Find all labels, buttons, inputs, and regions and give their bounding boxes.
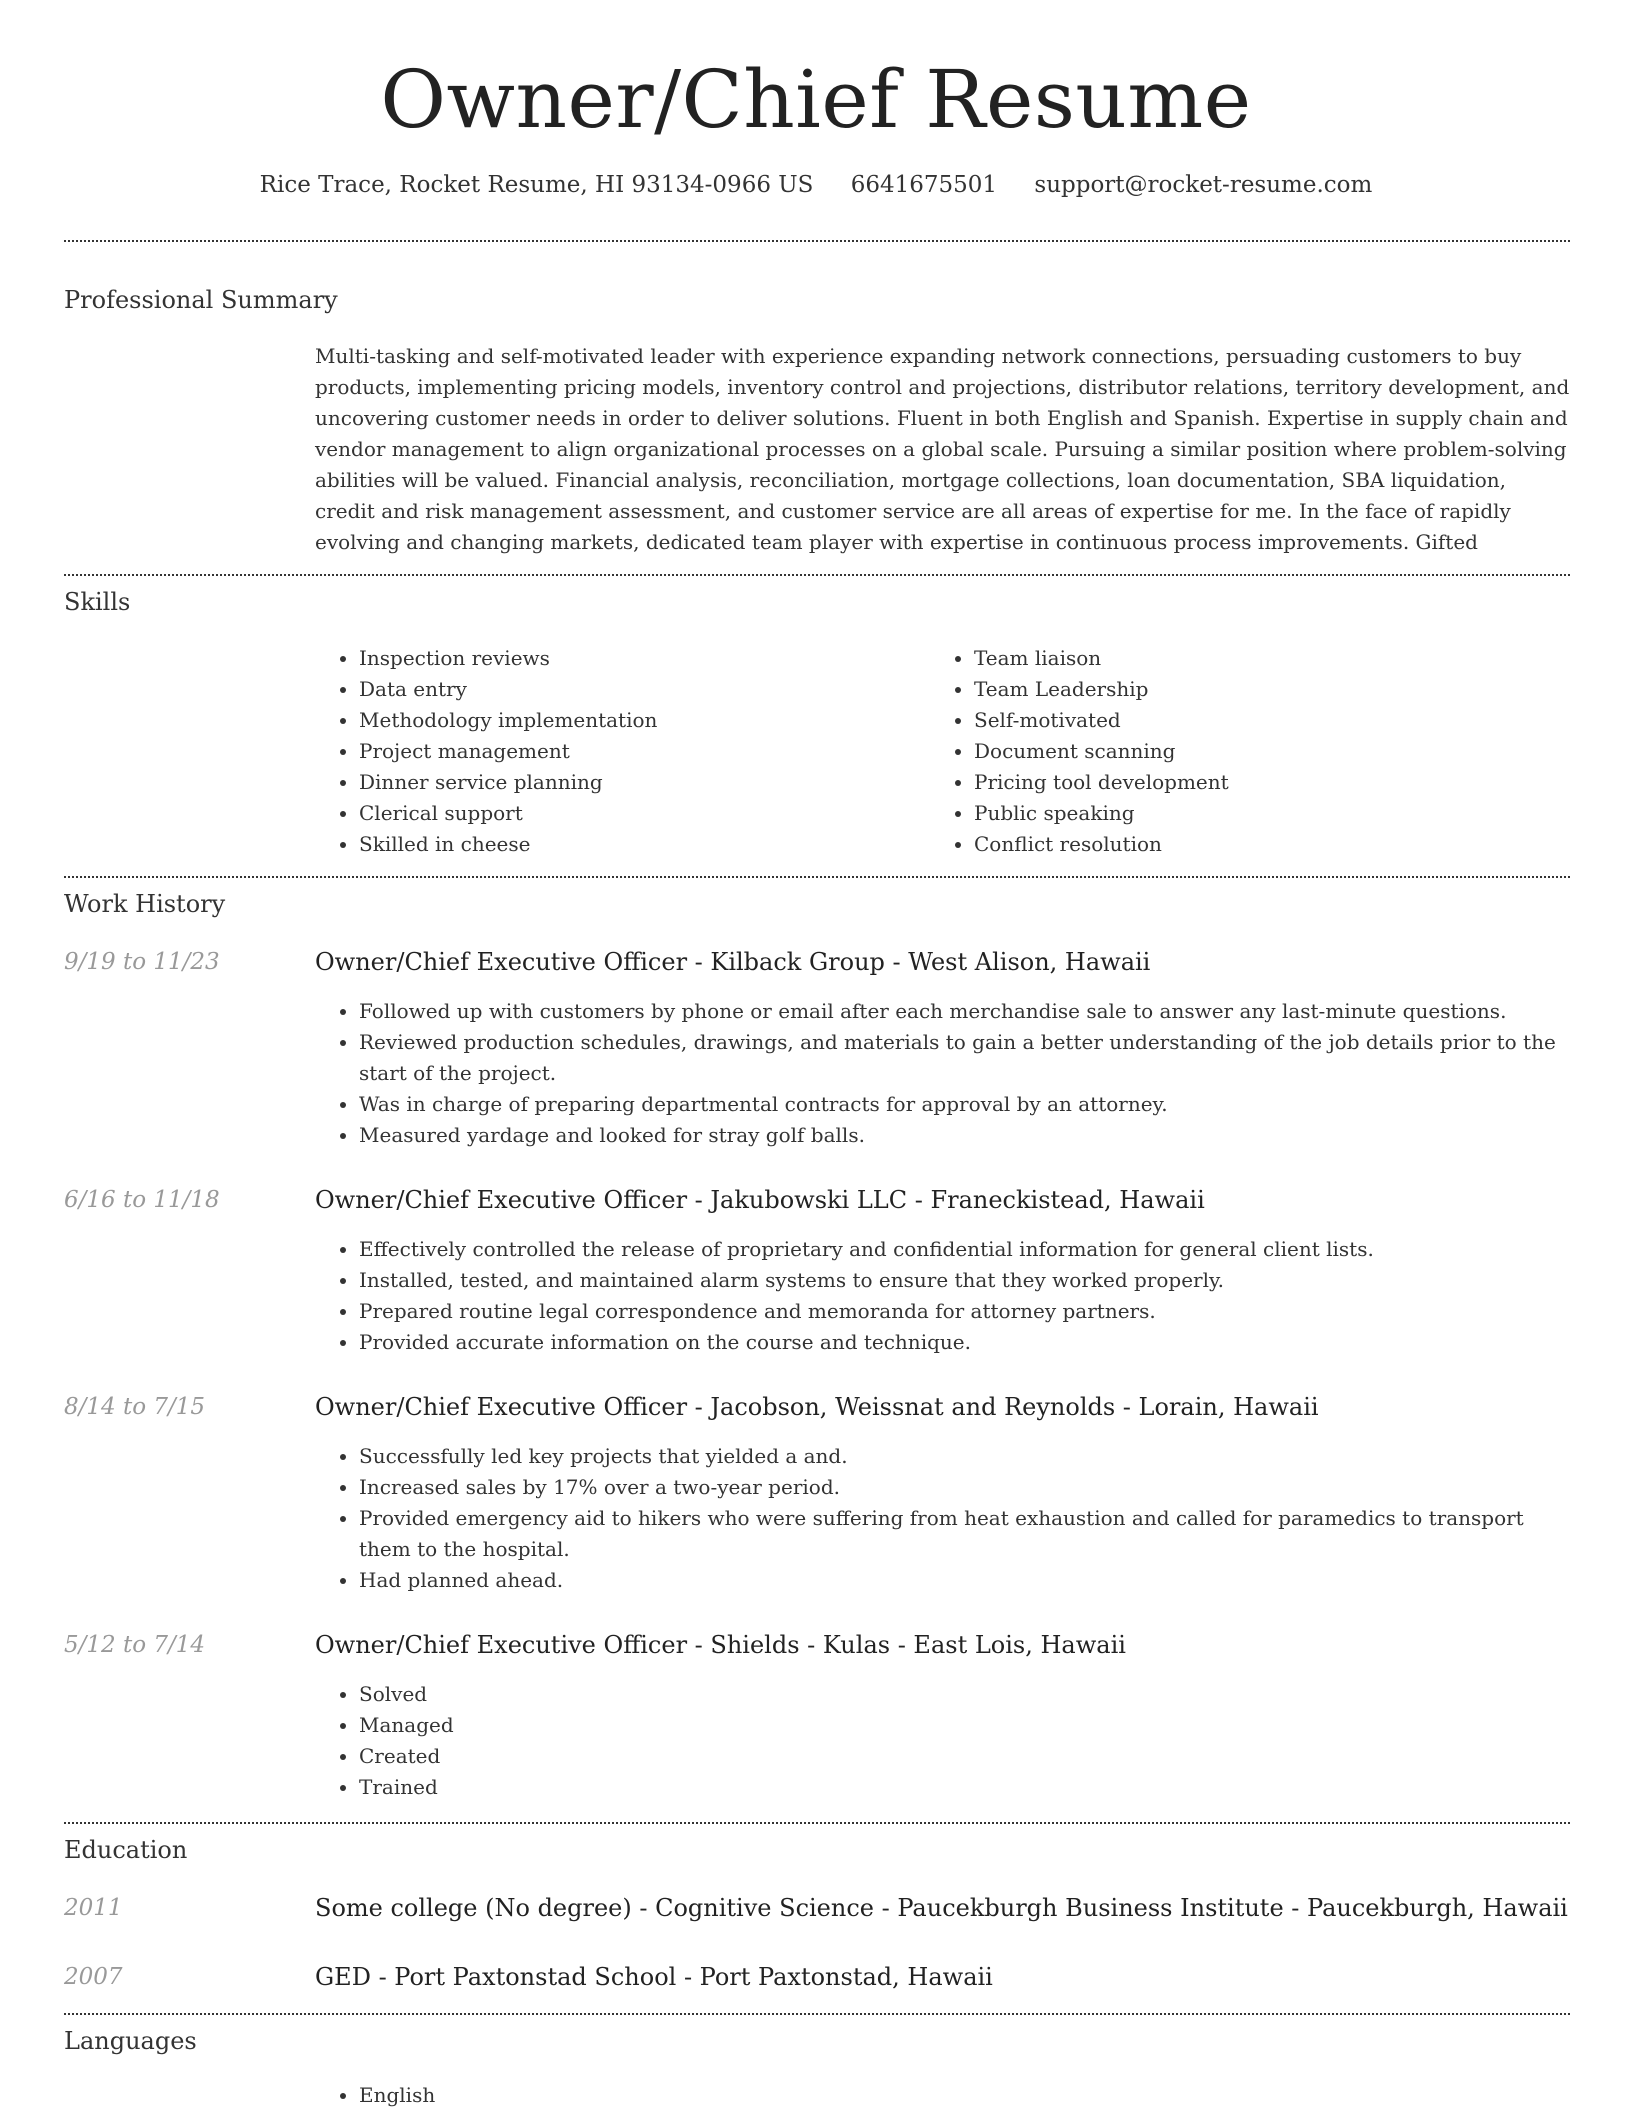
skill-item: • Inspection reviews	[359, 643, 915, 674]
job-bullet: • Solved	[359, 1679, 1570, 1710]
summary-text: Multi-tasking and self-motivated leader with experience expanding network connections, persuading customers to buy products, implementing pricing models, inventory control and projections, distributor relations, territory development, and uncovering customer needs in order to deliver solutions. Fluent in both English and Spanish. Expertise in supply chain and vendor management to align organizational processes on a global scale. Pursuing a similar position where problem-solving abilities will be valued. Financial analysis, reconciliation, mortgage collections, loan documentation, SBA liquidation, credit and risk management assessment, and customer service are all areas of expertise for me. In the face of rapidly evolving and changing markets, dedicated team player with expertise in continuous process improvements. Gifted	[315, 344, 1570, 554]
job-bullet: • Had planned ahead.	[359, 1565, 1570, 1596]
job-bullet: • Measured yardage and looked for stray golf balls.	[359, 1120, 1570, 1151]
job-bullet: • Successfully led key projects that yielded a and.	[359, 1441, 1570, 1472]
work-history-heading: Work History	[64, 890, 226, 918]
skill-item: • Methodology implementation	[359, 705, 915, 736]
divider	[64, 574, 1570, 576]
resume-name: Owner/Chief Resume	[380, 53, 1252, 146]
languages-heading: Languages	[64, 2027, 197, 2055]
contact-address: Rice Trace, Rocket Resume, HI 93134-0966 US	[259, 172, 814, 198]
education-title: Some college (No degree) - Cognitive Science - Paucekburgh Business Institute - Paucekburgh, Hawaii	[315, 1894, 1568, 1922]
job-bullet: • Created	[359, 1741, 1570, 1772]
job-date: 5/12 to 7/14	[64, 1632, 206, 1658]
job-title: Owner/Chief Executive Officer - Jakubowski LLC - Franeckistead, Hawaii	[315, 1186, 1205, 1214]
summary-heading: Professional Summary	[64, 286, 338, 314]
job-bullet: • Followed up with customers by phone or email after each merchandise sale to answer any last-minute questions.	[359, 996, 1570, 1027]
skill-item: • Team liaison	[974, 643, 1530, 674]
divider	[64, 1822, 1570, 1824]
skill-item: • Project management	[359, 736, 915, 767]
job-bullet: • Prepared routine legal correspondence and memoranda for attorney partners.	[359, 1296, 1570, 1327]
skill-item: • Conflict resolution	[974, 829, 1530, 860]
language-item: • English	[359, 2080, 1570, 2111]
skill-item: • Data entry	[359, 674, 915, 705]
skill-item: • Skilled in cheese	[359, 829, 915, 860]
education-heading: Education	[64, 1836, 188, 1864]
skill-item: • Clerical support	[359, 798, 915, 829]
skill-item: • Team Leadership	[974, 674, 1530, 705]
contact-email: support@rocket-resume.com	[1034, 172, 1373, 198]
job-bullet: • Installed, tested, and maintained alarm systems to ensure that they worked properly.	[359, 1265, 1570, 1296]
job-date: 6/16 to 11/18	[64, 1187, 220, 1213]
job-bullet: • Provided accurate information on the course and technique.	[359, 1327, 1570, 1358]
education-title: GED - Port Paxtonstad School - Port Paxtonstad, Hawaii	[315, 1963, 993, 1991]
job-date: 8/14 to 7/15	[64, 1394, 206, 1420]
skill-item: • Pricing tool development	[974, 767, 1530, 798]
job-bullet: • Trained	[359, 1772, 1570, 1803]
divider	[64, 2013, 1570, 2015]
skill-item: • Self-motivated	[974, 705, 1530, 736]
job-title: Owner/Chief Executive Officer - Jacobson, Weissnat and Reynolds - Lorain, Hawaii	[315, 1393, 1319, 1421]
job-date: 9/19 to 11/23	[64, 949, 220, 975]
skills-column-left	[315, 643, 915, 860]
job-title: Owner/Chief Executive Officer - Shields - Kulas - East Lois, Hawaii	[315, 1631, 1126, 1659]
job-title: Owner/Chief Executive Officer - Kilback Group - West Alison, Hawaii	[315, 948, 1151, 976]
job-bullet: • Was in charge of preparing departmental contracts for approval by an attorney.	[359, 1089, 1570, 1120]
skill-item: • Public speaking	[974, 798, 1530, 829]
job-bullet: • Effectively controlled the release of proprietary and confidential information for general client lists.	[359, 1234, 1570, 1265]
job-bullet: • Reviewed production schedules, drawings, and materials to gain a better understanding of the job details prior to the start of the project.	[359, 1027, 1570, 1089]
skill-item: • Document scanning	[974, 736, 1530, 767]
job-bullets	[315, 1234, 1570, 1358]
job-bullets	[315, 1441, 1570, 1596]
resume-header	[0, 0, 1632, 200]
education-date: 2007	[64, 1964, 123, 1990]
skills-heading: Skills	[64, 588, 131, 616]
divider	[64, 240, 1570, 242]
skills-column-right	[930, 643, 1530, 860]
job-bullet: • Increased sales by 17% over a two-year period.	[359, 1472, 1570, 1503]
job-bullet: • Managed	[359, 1710, 1570, 1741]
job-bullets	[315, 1679, 1570, 1803]
languages-list	[315, 2080, 1570, 2111]
education-date: 2011	[64, 1895, 123, 1921]
job-bullet: • Provided emergency aid to hikers who were suffering from heat exhaustion and called for paramedics to transport them to the hospital.	[359, 1503, 1570, 1565]
divider	[64, 876, 1570, 878]
contact-line	[0, 170, 1632, 200]
job-bullets	[315, 996, 1570, 1151]
contact-phone: 6641675501	[850, 172, 998, 198]
skill-item: • Dinner service planning	[359, 767, 915, 798]
